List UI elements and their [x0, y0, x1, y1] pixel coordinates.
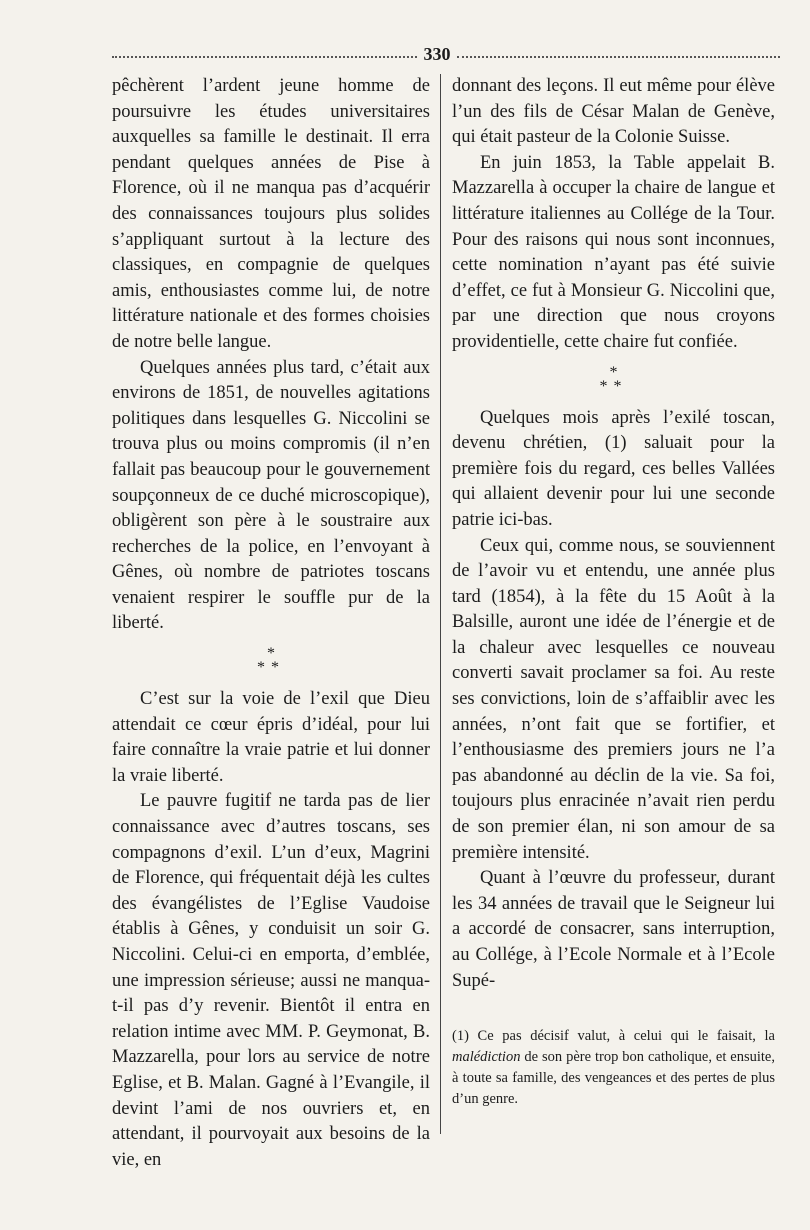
right-paragraph-2: En juin 1853, la Table appelait B. Mazzarella à occuper la chaire de langue et littérature italiennes au Collége de la Tour. Pour des raisons qui nous sont inconnues, cette nomination n’ayant pas été suivie d’effet, ce fut à Monsieur G. Niccolini que, par une direction que nous croyons providentielle, cette chaire fut confiée.: [452, 152, 775, 352]
page-header: [112, 44, 780, 68]
left-column: [112, 74, 430, 1173]
right-paragraph-3: Quelques mois après l’exilé toscan, devenu chrétien, (1) saluait pour la première fois du regard, ces belles Vallées qui allaient devenir pour lui une seconde patrie ici-bas.: [452, 407, 775, 530]
left-paragraph-2: Quelques années plus tard, c’était aux environs de 1851, de nouvelles agitations politiques dans lesquelles G. Niccolini se trouva plus ou moins compromis (il n’en fallait pas beaucoup pour le gouvernement soupçonneux de ce duché microscopique), obligèrent son père à le soustraire aux recherches de la police, en l’envoyant à Gênes, où nombre de patriotes toscans venaient respirer le souffle pur de la liberté.: [112, 357, 430, 634]
left-paragraph-3: C’est sur la voie de l’exil que Dieu attendait ce cœur épris d’idéal, pour lui faire connaître la vraie patrie et lui donner la vraie liberté.: [112, 689, 430, 786]
footnote: [452, 1026, 775, 1110]
header-rule-right: [457, 56, 780, 58]
right-paragraph-1: donnant des leçons. Il eut même pour élève l’un des fils de César Malan de Genève, qui était pasteur de la Colonie Suisse.: [452, 76, 775, 148]
footnote-italic: malédiction: [452, 1049, 521, 1065]
right-paragraph-4: Ceux qui, comme nous, se souviennent de l’avoir vu et entendu, une année plus tard (1854), à la fête du 15 Août à la Balsille, auront une idée de l’énergie et de la chaleur avec lesquelles ce nouveau converti savait proclamer sa foi. Au reste ses convictions, loin de s’affaiblir avec les années, n’ont fait que se fortifier, et l’enthousiasme des premiers jours ne l’a pas abandonné au déclin de la vie. Sa foi, toujours plus enracinée n’avait rien perdu de son premier élan, ni son amour de sa première intensité.: [452, 535, 775, 863]
section-separator: * **: [257, 645, 285, 677]
page-number: 330: [423, 44, 451, 64]
footnote-text-before: (1) Ce pas décisif valut, à celui qui le faisait, la: [452, 1028, 775, 1044]
header-rule-left: [112, 56, 417, 58]
right-column: [452, 74, 775, 994]
section-separator: * **: [599, 363, 628, 395]
right-paragraph-5: Quant à l’œuvre du professeur, durant les 34 années de travail que le Seigneur lui a accordé de consacrer, sans interruption, au Collége, à l’Ecole Normale et à l’Ecole Supé-: [452, 868, 775, 991]
left-paragraph-1: pêchèrent l’ardent jeune homme de poursuivre les études universitaires auxquelles sa famille le destinait. Il erra pendant quelques années de Pise à Florence, où il ne manqua pas d’acquérir des connaissances toujours plus solides s’appliquant surtout à la lecture des classiques, en compagnie de quelques amis, enthousiastes comme lui, de notre littérature nationale et des formes choisies de notre belle langue.: [112, 76, 430, 352]
left-paragraph-4: Le pauvre fugitif ne tarda pas de lier connaissance avec d’autres toscans, ses compagnons d’exil. L’un d’eux, Magrini de Florence, qui fréquentait déjà les cultes des évangélistes de l’Eglise Vaudoise établis à Gênes, y conduisit un soir G. Niccolini. Celui-ci en emporta, d’emblée, une impression sérieuse; aussi ne manqua-t-il pas d’y revenir. Bientôt il entra en relation intime avec MM. P. Geymonat, B. Mazzarella, pour lors au service de notre Eglise, et B. Malan. Gagné à l’Evangile, il devint l’ami de nos ouvriers et, en attendant, il pourvoyait aux besoins de la vie, en: [112, 791, 430, 1170]
footnote-text-after: de son père trop bon catholique, et ensuite, à toute sa famille, des vengeances et des pertes de plus d’un genre.: [452, 1049, 775, 1107]
column-divider: [440, 74, 441, 1134]
